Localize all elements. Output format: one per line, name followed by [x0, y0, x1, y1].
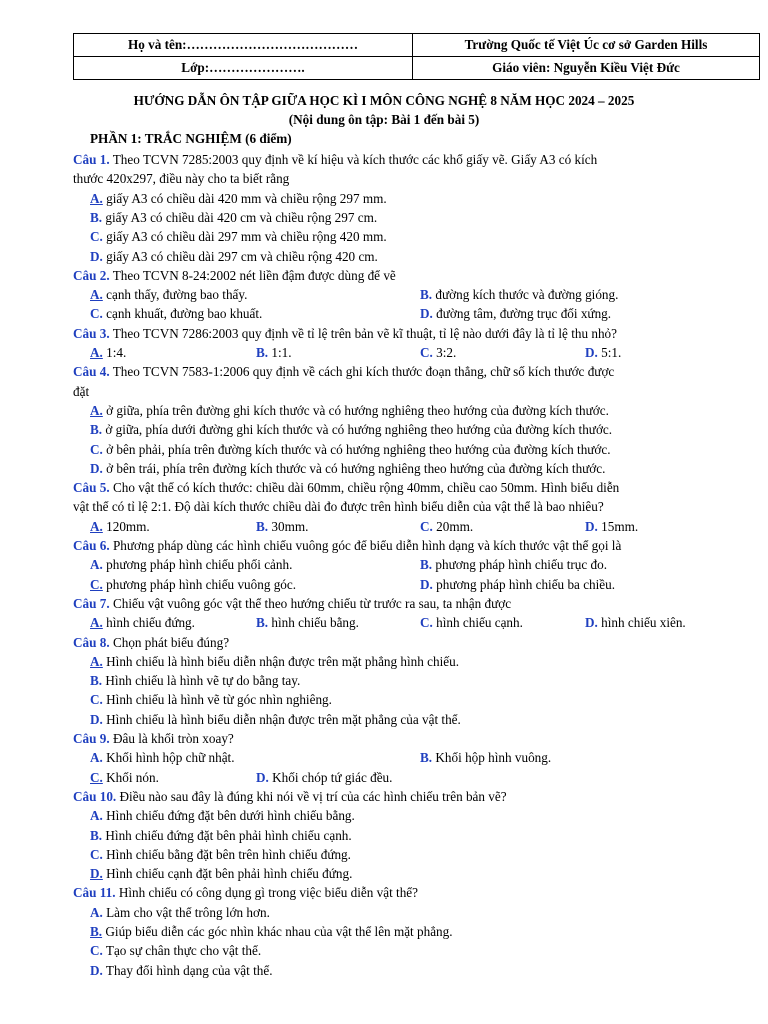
answer-option[interactable]	[585, 344, 621, 362]
question-number: Câu 10.	[73, 788, 117, 804]
option-text: Tạo sự chân thực cho vật thể.	[102, 943, 262, 959]
question-number: Câu 6.	[73, 538, 110, 553]
option-text: Hình chiếu là hình vẽ tự do bằng tay.	[102, 673, 301, 689]
option-text: đường tâm, đường trục đối xứng.	[432, 306, 612, 322]
option-text: Khối hình hộp chữ nhật.	[102, 750, 235, 766]
option-letter: C.	[420, 345, 433, 360]
option-letter: D.	[585, 518, 598, 534]
option-letter: D.	[420, 576, 433, 592]
option-text: phương pháp hình chiếu trục đo.	[432, 557, 607, 573]
option-text: phương pháp hình chiếu ba chiều.	[432, 576, 616, 592]
option-letter: A.	[90, 557, 103, 573]
answer-option[interactable]	[90, 402, 609, 420]
answer-option[interactable]	[90, 672, 300, 690]
question-text-continued: đặt	[73, 383, 90, 399]
question-text: Theo TCVN 7286:2003 quy định về tỉ lệ trên bản vẽ kĩ thuật, tỉ lệ nào dưới đây là tỉ lệ thu nhỏ?	[112, 325, 617, 341]
option-text: ở bên phải, phía trên đường kích thước và có hướng nghiêng theo hướng của đường kích thước.	[102, 441, 611, 457]
option-letter: D.	[90, 866, 103, 882]
question-8-stem	[73, 634, 728, 652]
question-text: Chọn phát biểu đúng?	[112, 634, 230, 650]
class-cell: Lớp:………………….	[74, 57, 413, 80]
option-letter: C.	[90, 229, 103, 245]
teacher-cell: Giáo viên: Nguyễn Kiều Việt Đức	[413, 57, 760, 80]
option-letter: B.	[90, 827, 103, 843]
option-text: ở bên trái, phía trên đường kích thước và có hướng nghiêng theo hướng của đường kích thước.	[102, 460, 606, 476]
question-number: Câu 4.	[73, 364, 110, 380]
question-text: Chiếu vật vuông góc vật thể theo hướng chiếu từ trước ra sau, ta nhận được	[112, 595, 512, 611]
option-letter: A.	[90, 615, 103, 631]
option-letter: C.	[90, 441, 103, 457]
option-letter: A.	[90, 518, 103, 534]
answer-option[interactable]	[90, 749, 235, 767]
option-text: Hình chiếu bằng đặt bên trên hình chiếu đứng.	[102, 846, 351, 862]
option-text: 1:4.	[102, 345, 127, 360]
answer-option[interactable]	[585, 518, 638, 536]
option-letter: D.	[585, 345, 598, 360]
option-letter: B.	[420, 750, 433, 766]
question-text-continued: vật thể có tỉ lệ 2:1. Độ dài kích thước chiều dài đo được trên hình biểu diễn của vật thể là bao nhiêu?	[73, 499, 604, 515]
answer-option[interactable]	[90, 286, 247, 304]
option-text: Hình chiếu là hình vẽ từ góc nhìn nghiêng.	[102, 692, 332, 708]
option-text: giấy A3 có chiều dài 297 mm và chiều rộng 420 mm.	[102, 229, 387, 245]
question-text: Đâu là khối tròn xoay?	[112, 731, 234, 746]
answer-option[interactable]	[420, 344, 456, 362]
option-text: 5:1.	[597, 345, 622, 360]
question-text: Điều nào sau đây là đúng khi nói về vị trí của các hình chiếu trên bản vẽ?	[119, 788, 507, 804]
question-text: Hình chiếu có công dụng gì trong việc biểu diễn vật thể?	[118, 885, 419, 901]
option-letter: B.	[420, 557, 433, 573]
option-letter: A.	[90, 287, 103, 303]
option-text: hình chiếu đứng.	[102, 615, 195, 631]
option-letter: B.	[90, 673, 103, 689]
option-letter: A.	[90, 653, 103, 669]
option-text: giấy A3 có chiều dài 420 mm và chiều rộng 297 mm.	[102, 190, 387, 206]
option-letter: A.	[90, 190, 103, 206]
question-text: Theo TCVN 7583-1:2006 quy định về cách ghi kích thước đoạn thẳng, chữ số kích thước được	[112, 364, 615, 380]
question-6-stem	[73, 537, 728, 555]
option-text: đường kích thước và đường gióng.	[432, 287, 619, 303]
option-text: phương pháp hình chiếu phối cảnh.	[102, 557, 293, 573]
answer-option[interactable]	[90, 556, 292, 574]
question-number: Câu 8.	[73, 634, 110, 650]
option-text: hình chiếu cạnh.	[432, 615, 523, 631]
answer-option[interactable]	[90, 827, 352, 845]
question-9-stem	[73, 730, 728, 748]
option-letter: A.	[90, 345, 103, 360]
option-text: ở giữa, phía trên đường ghi kích thước và có hướng nghiêng theo hướng của đường kích thước.	[102, 402, 609, 418]
option-letter: A.	[90, 402, 103, 418]
answer-option[interactable]	[90, 769, 159, 787]
answer-option[interactable]	[90, 711, 461, 729]
option-letter: D.	[90, 711, 103, 727]
question-number: Câu 3.	[73, 325, 110, 341]
question-text-continued: thước 420x297, điều này cho ta biết rằng	[73, 171, 290, 187]
option-text: Khối hộp hình vuông.	[432, 750, 552, 766]
option-text: 3:2.	[432, 345, 457, 360]
question-7-stem	[73, 595, 728, 613]
option-letter: C.	[90, 943, 103, 959]
option-letter: B.	[420, 287, 433, 303]
option-letter: C.	[420, 615, 433, 631]
option-letter: D.	[585, 615, 598, 631]
answer-option[interactable]	[90, 962, 273, 980]
answer-option[interactable]	[90, 421, 612, 439]
question-number: Câu 9.	[73, 731, 110, 746]
answer-option[interactable]	[420, 556, 607, 574]
answer-option[interactable]	[90, 691, 332, 709]
header-table	[73, 33, 760, 80]
option-text: ở giữa, phía dưới đường ghi kích thước và có hướng nghiêng theo hướng của đường kích thước.	[102, 422, 613, 438]
answer-option[interactable]	[90, 904, 270, 922]
option-letter: A.	[90, 808, 103, 824]
question-text: Phương pháp dùng các hình chiếu vuông góc để biểu diễn hình dạng và kích thước vật thể gọi là	[112, 538, 622, 553]
school-name-cell: Trường Quốc tế Việt Úc cơ sở Garden Hills	[413, 34, 760, 57]
option-text: hình chiếu xiên.	[597, 615, 686, 631]
question-text: Cho vật thể có kích thước: chiều dài 60mm, chiều rộng 40mm, chiều cao 50mm. Hình biểu diễn	[112, 480, 620, 496]
answer-option[interactable]	[420, 518, 473, 536]
option-text: 120mm.	[102, 518, 150, 534]
answer-option[interactable]	[256, 344, 292, 362]
option-letter: B.	[256, 345, 269, 360]
option-letter: D.	[420, 306, 433, 322]
document-title: HƯỚNG DẪN ÔN TẬP GIỮA HỌC KÌ I MÔN CÔNG NGHỆ 8 NĂM HỌC 2024 – 2025	[133, 93, 635, 108]
answer-option[interactable]	[90, 209, 377, 227]
question-text: Theo TCVN 7285:2003 quy định về kí hiệu và kích thước các khổ giấy vẽ. Giấy A3 có kích	[112, 152, 598, 167]
option-letter: D.	[90, 460, 103, 476]
question-4-stem	[73, 363, 728, 381]
question-1-stem	[73, 151, 728, 169]
answer-option[interactable]	[90, 190, 387, 208]
question-number: Câu 1.	[73, 152, 110, 167]
option-letter: C.	[90, 846, 103, 862]
answer-option[interactable]	[256, 769, 392, 787]
option-text: Hình chiếu đứng đặt bên phải hình chiếu cạnh.	[102, 827, 352, 843]
option-text: cạnh thấy, đường bao thấy.	[102, 287, 248, 303]
option-letter: C.	[90, 692, 103, 708]
answer-option[interactable]	[90, 923, 453, 941]
option-text: Thay đổi hình dạng của vật thể.	[102, 962, 273, 978]
answer-option[interactable]	[90, 653, 459, 671]
option-text: Khối nón.	[102, 769, 159, 785]
student-name-cell: Họ và tên:…………………………………	[74, 34, 413, 57]
option-text: Hình chiếu đứng đặt bên dưới hình chiếu bằng.	[102, 808, 355, 824]
option-text: Làm cho vật thể trông lớn hơn.	[102, 904, 270, 920]
option-letter: C.	[90, 306, 103, 322]
question-2-stem	[73, 267, 728, 285]
answer-option[interactable]	[90, 248, 378, 266]
question-text: Theo TCVN 8-24:2002 nét liền đậm được dùng để vẽ	[112, 267, 396, 283]
answer-option[interactable]	[90, 865, 352, 883]
option-text: hình chiếu bằng.	[268, 615, 359, 631]
answer-option[interactable]	[420, 576, 615, 594]
answer-option[interactable]	[256, 614, 359, 632]
option-letter: D.	[90, 248, 103, 264]
answer-option[interactable]	[256, 518, 308, 536]
question-3-stem	[73, 325, 728, 343]
option-text: 20mm.	[432, 518, 474, 534]
option-letter: C.	[90, 576, 103, 592]
option-letter: A.	[90, 750, 103, 766]
question-number: Câu 2.	[73, 267, 110, 283]
answer-option[interactable]	[90, 305, 262, 323]
question-10-stem	[73, 788, 728, 806]
answer-option[interactable]	[420, 614, 523, 632]
option-text: Hình chiếu là hình biểu diễn nhận được trên mặt phẳng hình chiếu.	[102, 653, 460, 669]
answer-option[interactable]	[90, 344, 126, 362]
option-letter: B.	[90, 209, 103, 225]
option-text: cạnh khuất, đường bao khuất.	[102, 306, 263, 322]
option-text: 15mm.	[597, 518, 639, 534]
answer-option[interactable]	[90, 942, 261, 960]
option-text: Hình chiếu là hình biểu diễn nhận được trên mặt phẳng của vật thể.	[102, 711, 461, 727]
answer-option[interactable]	[420, 749, 551, 767]
option-text: Giúp biểu diễn các góc nhìn khác nhau của vật thể lên mặt phẳng.	[102, 924, 453, 939]
option-text: phương pháp hình chiếu vuông góc.	[102, 576, 297, 592]
option-text: Khối chóp tứ giác đều.	[268, 769, 393, 785]
answer-option[interactable]	[90, 441, 611, 459]
answer-option[interactable]	[90, 518, 150, 536]
option-letter: D.	[256, 769, 269, 785]
answer-option[interactable]	[90, 807, 355, 825]
question-number: Câu 7.	[73, 595, 110, 611]
part1-heading: PHẦN 1: TRẮC NGHIỆM (6 điểm)	[90, 131, 292, 146]
option-letter: C.	[420, 518, 433, 534]
answer-option[interactable]	[90, 228, 387, 246]
option-text: giấy A3 có chiều dài 420 cm và chiều rộng 297 cm.	[102, 209, 378, 225]
document-subtitle: (Nội dung ôn tập: Bài 1 đến bài 5)	[288, 112, 480, 127]
question-number: Câu 5.	[73, 480, 110, 496]
option-text: 30mm.	[268, 518, 309, 534]
answer-option[interactable]	[420, 305, 611, 323]
question-5-stem	[73, 479, 728, 497]
option-letter: D.	[90, 962, 103, 978]
option-letter: A.	[90, 904, 103, 920]
answer-option[interactable]	[90, 614, 195, 632]
answer-option[interactable]	[585, 614, 686, 632]
answer-option[interactable]	[90, 846, 351, 864]
option-text: 1:1.	[268, 345, 292, 360]
option-text: Hình chiếu cạnh đặt bên phải hình chiếu đứng.	[102, 866, 353, 882]
option-text: giấy A3 có chiều dài 297 cm và chiều rộng 420 cm.	[102, 248, 378, 264]
answer-option[interactable]	[90, 460, 605, 478]
question-11-stem	[73, 884, 728, 902]
answer-option[interactable]	[90, 576, 296, 594]
option-letter: B.	[256, 518, 269, 534]
option-letter: B.	[90, 422, 103, 438]
question-number: Câu 11.	[73, 885, 116, 901]
answer-option[interactable]	[420, 286, 618, 304]
option-letter: B.	[90, 924, 103, 939]
option-letter: C.	[90, 769, 103, 785]
option-letter: B.	[256, 615, 269, 631]
